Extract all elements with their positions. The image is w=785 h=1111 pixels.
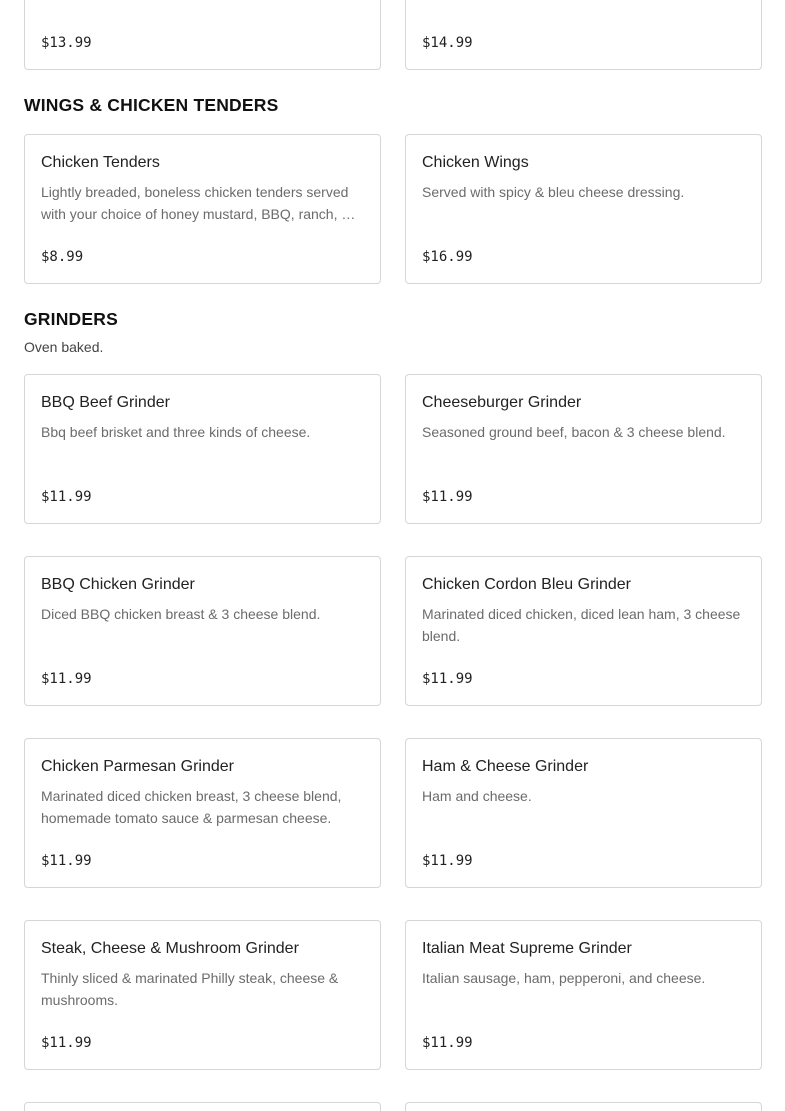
item-price: $11.99 (41, 489, 92, 505)
item-description: Diced BBQ chicken breast & 3 cheese blend. (41, 606, 321, 622)
item-description: Served with spicy & bleu cheese dressing. (422, 184, 685, 200)
item-price: $14.99 (422, 35, 473, 51)
item-price: $11.99 (422, 1035, 473, 1051)
menu-item-card[interactable] (24, 134, 381, 284)
item-price: $11.99 (41, 1035, 92, 1051)
item-name: Chicken Tenders (41, 154, 160, 171)
menu-item-card[interactable] (24, 0, 381, 70)
menu-item-card[interactable] (405, 374, 762, 524)
item-price: $11.99 (422, 853, 473, 869)
menu-item-card[interactable] (405, 0, 762, 70)
item-price: $13.99 (41, 35, 92, 51)
item-name: Cheeseburger Grinder (422, 394, 582, 411)
section-title-wings: WINGS & CHICKEN TENDERS (24, 95, 279, 115)
menu-item-card[interactable] (405, 134, 762, 284)
item-name: Chicken Parmesan Grinder (41, 758, 234, 775)
item-price: $16.99 (422, 249, 473, 265)
item-price: $11.99 (422, 671, 473, 687)
item-name: Steak, Cheese & Mushroom Grinder (41, 940, 299, 957)
item-description: Bbq beef brisket and three kinds of cheese. (41, 424, 311, 440)
item-name: Ham & Cheese Grinder (422, 758, 589, 775)
section-subtitle: Oven baked. (24, 339, 104, 355)
item-name: Chicken Cordon Bleu Grinder (422, 576, 631, 593)
menu-item-card[interactable] (24, 738, 381, 888)
item-description: Marinated diced chicken, diced lean ham, 3 cheese blend. (422, 606, 741, 644)
section-title-grinders: GRINDERS (24, 309, 118, 329)
item-price: $11.99 (422, 489, 473, 505)
menu-item-card[interactable] (405, 1102, 762, 1111)
item-price: $11.99 (41, 671, 92, 687)
item-name: BBQ Beef Grinder (41, 394, 170, 411)
menu-item-card[interactable] (24, 920, 381, 1070)
item-price: $8.99 (41, 249, 84, 265)
item-description: Marinated diced chicken breast, 3 cheese blend, homemade tomato sauce & parmesan cheese. (41, 788, 342, 826)
menu-item-card[interactable] (24, 374, 381, 524)
menu-item-card[interactable] (405, 556, 762, 706)
item-description: Italian sausage, ham, pepperoni, and cheese. (422, 970, 706, 986)
menu-item-card[interactable] (24, 1102, 381, 1111)
item-description: Thinly sliced & marinated Philly steak, cheese & mushrooms. (41, 970, 339, 1008)
item-description: Lightly breaded, boneless chicken tenders served with your choice of honey mustard, BBQ, ranch, … (41, 184, 356, 222)
item-name: BBQ Chicken Grinder (41, 576, 195, 593)
item-price: $11.99 (41, 853, 92, 869)
item-name: Italian Meat Supreme Grinder (422, 940, 632, 957)
menu-item-card[interactable] (24, 556, 381, 706)
menu-item-card[interactable] (405, 738, 762, 888)
item-name: Chicken Wings (422, 154, 529, 171)
menu-item-card[interactable] (405, 920, 762, 1070)
item-description: Ham and cheese. (422, 788, 532, 804)
item-description: Seasoned ground beef, bacon & 3 cheese blend. (422, 424, 726, 440)
